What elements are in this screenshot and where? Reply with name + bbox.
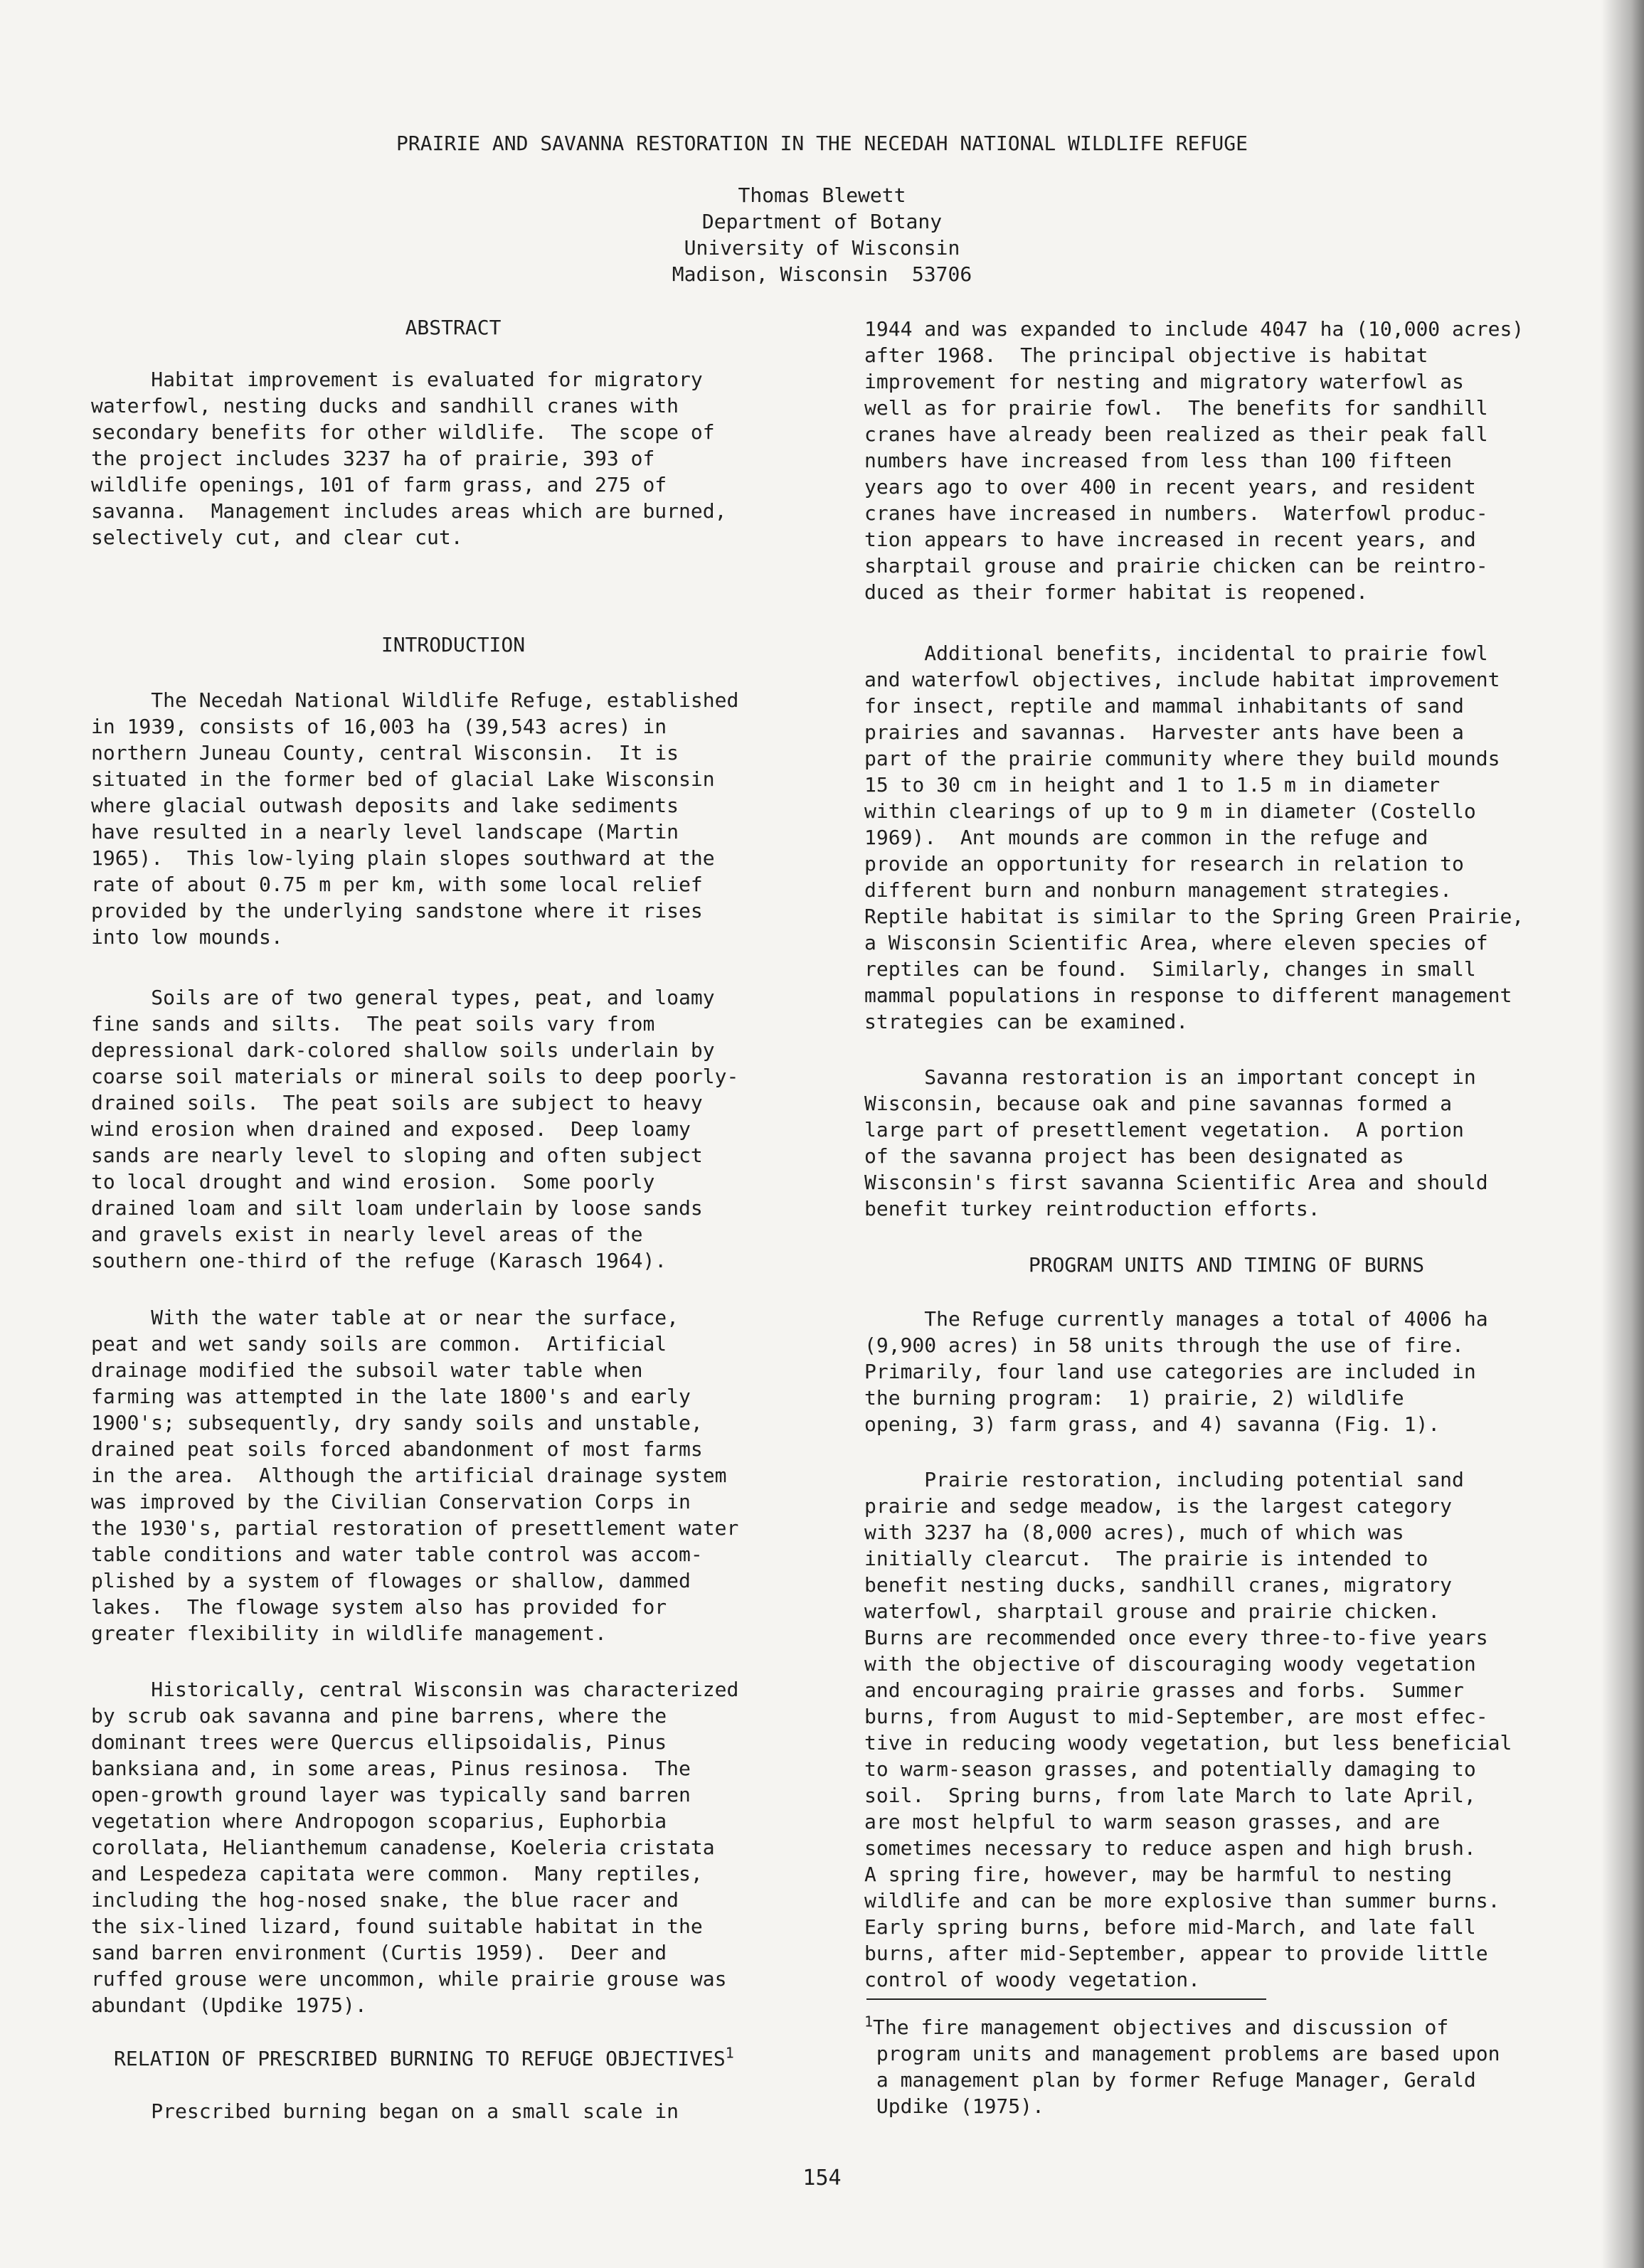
- page-number: 154: [802, 2166, 842, 2190]
- abstract-heading: ABSTRACT: [405, 316, 502, 339]
- right-paragraph-5: Prairie restoration, including potential sand prairie and sedge meadow, is the largest category with 3237 ha (8,000 acres), much of which was initially clearcut. The prairie is intended to benefit nesting ducks, sandhill cranes, migratory waterfowl, sharptail grouse and prairie chicken. Burns are recommended once every three-to-five years with the objective of discouraging woody vegetation and encouraging prairie grasses and forbs. Summer burns, from August to mid-September, are most effec- tive in reducing woody vegetation, but less beneficial to warm-season grasses, and potentially damaging to soil. Spring burns, from late March to late April, are most helpful to warm season grasses, and are sometimes necessary to reduce aspen and high brush. A spring fire, however, may be harmful to nesting wildlife and can be more explosive than summer burns. Early spring burns, before mid-March, and late fall burns, after mid-September, appear to provide little control of woody vegetation.: [864, 1468, 1512, 1991]
- intro-paragraph-2: Soils are of two general types, peat, and loamy fine sands and silts. The peat soils vary from depressional dark-colored shallow soils underlain by coarse soil materials or mineral soils to deep poorly- drained soils. The peat soils are subject to heavy wind erosion when drained and exposed. Deep loamy sands are nearly level to sloping and often subject to local drought and wind erosion. Some poorly drained loam and silt loam underlain by loose sands and gravels exist in nearly level areas of the southern one-third of the refuge (Karasch 1964).: [91, 986, 739, 1272]
- program-units-heading: PROGRAM UNITS AND TIMING OF BURNS: [1028, 1253, 1425, 1277]
- author-address: Madison, Wisconsin 53706: [672, 262, 972, 286]
- paper-title: PRAIRIE AND SAVANNA RESTORATION IN THE NECEDAH NATIONAL WILDLIFE REFUGE: [396, 132, 1248, 155]
- relation-footnote-mark: 1: [725, 2044, 734, 2062]
- intro-paragraph-1: The Necedah National Wildlife Refuge, established in 1939, consists of 16,003 ha (39,543 acres) in northern Juneau County, central Wisconsin. It is situated in the former bed of glacial Lake Wisconsin where glacial outwash deposits and lake sediments have resulted in a nearly level landscape (Martin 1965). This low-lying plain slopes southward at the rate of about 0.75 m per km, with some local relief provided by the underlying sandstone where it rises into low mounds.: [91, 688, 739, 949]
- footnote-text: The fire management objectives and discussion of program units and management problems are based upon a management plan by former Refuge Manager, Gerald Updike (1975).: [873, 2016, 1500, 2118]
- right-paragraph-4: The Refuge currently manages a total of 4006 ha (9,900 acres) in 58 units through the use of fire. Primarily, four land use categories are included in the burning program: 1) prairie, 2) wildlife opening, 3) farm grass, and 4) savanna (Fig. 1).: [864, 1307, 1488, 1436]
- right-paragraph-2: Additional benefits, incidental to prairie fowl and waterfowl objectives, include habitat improvement for insect, reptile and mammal inhabitants of sand prairies and savannas. Harvester ants have been a part of the prairie community where they build mounds 15 to 30 cm in height and 1 to 1.5 m in diameter within clearings of up to 9 m in diameter (Costello 1969). Ant mounds are common in the refuge and provide an opportunity for research in relation to different burn and nonburn management strategies. Reptile habitat is similar to the Spring Green Prairie, a Wisconsin Scientific Area, where eleven species of reptiles can be found. Similarly, changes in small mammal populations in response to different management strategies can be examined.: [864, 641, 1524, 1033]
- right-paragraph-3: Savanna restoration is an important concept in Wisconsin, because oak and pine savannas formed a large part of presettlement vegetation. A portion of the savanna project has been designated as Wisconsin's first savanna Scientific Area and should benefit turkey reintroduction efforts.: [864, 1065, 1488, 1220]
- author-name: Thomas Blewett: [738, 183, 906, 207]
- abstract-text: Habitat improvement is evaluated for migratory waterfowl, nesting ducks and sandhill cranes with secondary benefits for other wildlife. The scope of the project includes 3237 ha of prairie, 393 of wildlife openings, 101 of farm grass, and 275 of savanna. Management includes areas which are burned, selectively cut, and clear cut.: [91, 368, 727, 549]
- relation-paragraph-1: Prescribed burning began on a small scale in: [91, 2099, 679, 2123]
- relation-heading-text: RELATION OF PRESCRIBED BURNING TO REFUGE OBJECTIVES: [114, 2047, 726, 2070]
- intro-paragraph-4: Historically, central Wisconsin was characterized by scrub oak savanna and pine barrens, where the dominant trees were Quercus ellipsoidalis, Pinus banksiana and, in some areas, Pinus resinosa. The open-growth ground layer was typically sand barren vegetation where Andropogon scoparius, Euphorbia corollata, Helianthemum canadense, Koeleria cristata and Lespedeza capitata were common. Many reptiles, including the hog-nosed snake, the blue racer and the six-lined lizard, found suitable habitat in the sand barren environment (Curtis 1959). Deer and ruffed grouse were uncommon, while prairie grouse was abundant (Updike 1975).: [91, 1678, 739, 2017]
- author-university: University of Wisconsin: [684, 236, 960, 260]
- relation-heading: [114, 2045, 734, 2072]
- footnote-rule: [866, 1998, 1266, 2000]
- intro-paragraph-3: With the water table at or near the surface, peat and wet sandy soils are common. Artificial drainage modified the subsoil water table when farming was attempted in the late 1800's and early 1900's; subsequently, dry sandy soils and unstable, drained peat soils forced abandonment of most farms in the area. Although the artificial drainage system was improved by the Civilian Conservation Corps in the 1930's, partial restoration of presettlement water table conditions and water table control was accom- plished by a system of flowages or shallow, dammed lakes. The flowage system also has provided for greater flexibility in wildlife management.: [91, 1306, 739, 1645]
- author-department: Department of Botany: [701, 210, 943, 233]
- introduction-heading: INTRODUCTION: [381, 633, 526, 656]
- footnote-mark: 1: [864, 2013, 874, 2030]
- right-paragraph-1: 1944 and was expanded to include 4047 ha (10,000 acres) after 1968. The principal objective is habitat improvement for nesting and migratory waterfowl as well as for prairie fowl. The benefits for sandhill cranes have already been realized as their peak fall numbers have increased from less than 100 fifteen years ago to over 400 in recent years, and resident cranes have increased in numbers. Waterfowl produc- tion appears to have increased in recent years, and sharptail grouse and prairie chicken can be reintro- duced as their former habitat is reopened.: [864, 317, 1524, 604]
- footnote: [864, 2014, 1500, 2119]
- page-edge-shadow: [1601, 0, 1644, 2268]
